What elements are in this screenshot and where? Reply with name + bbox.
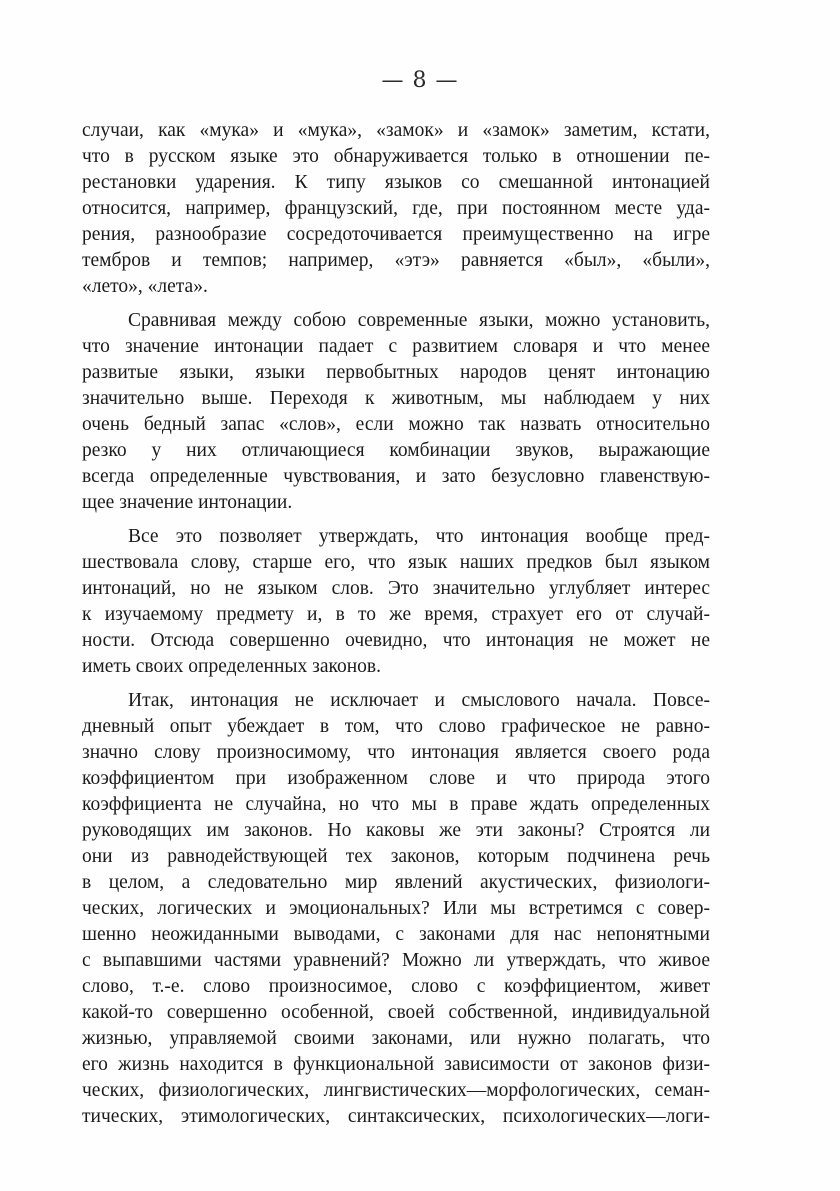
text-line: резко у них отличающиеся комбинации звуков, выражающие	[82, 440, 710, 461]
text-line: что значение интонации падает с развитием словаря и что менее	[82, 336, 710, 357]
text-line: шествовала слову, старше его, что язык наших предков был языком	[82, 552, 710, 573]
text-line: рестановки ударения. К типу языков со смешанной интонацией	[82, 172, 710, 193]
paragraph-4	[82, 688, 710, 1130]
text-line: случаи, как «мука» и «мука», «замок» и «замок» заметим, кстати,	[82, 120, 710, 141]
text-line: ческих, физиологических, лингвистических—морфологических, семан-	[82, 1080, 710, 1101]
text-line: щее значение интонации.	[82, 492, 293, 513]
text-line: жизнью, управляемой своими законами, или нужно полагать, что	[82, 1028, 710, 1049]
text-line: интонаций, но не языком слов. Это значительно углубляет интерес	[82, 578, 710, 599]
paragraph-3	[82, 524, 710, 680]
text-line: всегда определенные чувствования, и зато безусловно главенствую-	[82, 466, 710, 487]
page-number: — 8 —	[381, 68, 459, 93]
text-line: они из равнодействующей тех законов, которым подчинена речь	[82, 846, 710, 867]
text-line: развитые языки, языки первобытных народов ценят интонацию	[82, 362, 710, 383]
text-line: относится, например, французский, где, при постоянном месте уда-	[82, 198, 710, 219]
text-line: его жизнь находится в функциональной зависимости от законов физи-	[82, 1054, 710, 1075]
text-line: рения, разнообразие сосредоточивается преимущественно на игре	[82, 224, 710, 245]
body-text	[82, 118, 710, 1130]
text-line: в целом, а следовательно мир явлений акустических, физиологи-	[82, 872, 710, 893]
text-line: Сравнивая между собою современные языки, можно установить,	[128, 310, 710, 331]
text-line: с выпавшими частями уравнений? Можно ли утверждать, что живое	[82, 950, 710, 971]
text-line: значно слову произносимому, что интонация является своего рода	[82, 742, 710, 763]
text-line: к изучаемому предмету и, в то же время, страхует его от случай-	[82, 604, 710, 625]
text-line: что в русском языке это обнаруживается только в отношении пе-	[82, 146, 710, 167]
text-line: коэффициентом при изображенном слове и что природа этого	[82, 768, 710, 789]
text-line: ности. Отсюда совершенно очевидно, что интонация не может не	[82, 630, 710, 651]
text-line: дневный опыт убеждает в том, что слово графическое не равно-	[82, 716, 710, 737]
text-line: очень бедный запас «слов», если можно так назвать относительно	[82, 414, 710, 435]
text-line: слово, т.-е. слово произносимое, слово с коэффициентом, живет	[82, 976, 710, 997]
paragraph-1	[82, 118, 710, 300]
text-line: шенно неожиданными выводами, с законами для нас непонятными	[82, 924, 710, 945]
text-line: коэффициента не случайна, но что мы в праве ждать определенных	[82, 794, 710, 815]
text-line: ческих, логических и эмоциональных? Или мы встретимся с совер-	[82, 898, 710, 919]
text-line: какой-то совершенно особенной, своей собственной, индивидуальной	[82, 1002, 710, 1023]
text-line: «лето», «лета».	[82, 276, 208, 297]
text-line: иметь своих определенных законов.	[82, 656, 382, 677]
text-line: Все это позволяет утверждать, что интонация вообще пред-	[128, 526, 710, 547]
text-line: тических, этимологических, синтаксических, психологических—логи-	[82, 1106, 710, 1127]
text-line: значительно выше. Переходя к животным, мы наблюдаем у них	[82, 388, 710, 409]
text-line: руководящих им законов. Но каковы же эти законы? Строятся ли	[82, 820, 710, 841]
text-line: Итак, интонация не исключает и смыслового начала. Повсе-	[128, 690, 710, 711]
text-line: тембров и темпов; например, «этэ» равняется «был», «были»,	[82, 250, 710, 271]
paragraph-2	[82, 308, 710, 516]
